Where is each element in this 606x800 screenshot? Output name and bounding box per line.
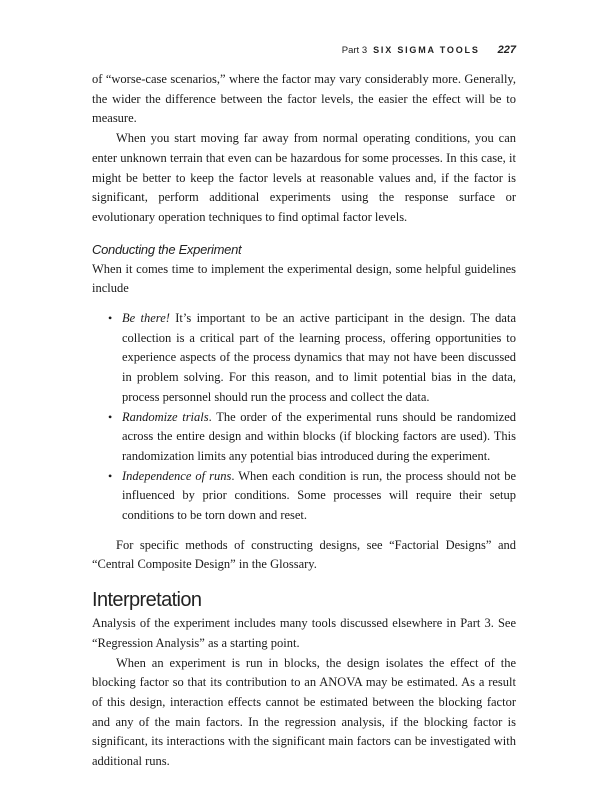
paragraph: When an experiment is run in blocks, the design isolates the effect of the blocking factor so that its contribution to an ANOVA may be estimated. As a result of this design, interaction effects cannot be estimated between the blocking factor and any of the main factors. In the regression analysis, if the blocking factor is significant, its interactions with the significant main factors can be investigated with additional runs.: [92, 655, 516, 769]
header-section-title: SIX SIGMA TOOLS: [373, 45, 480, 55]
bullet-text: It’s important to be an active participant in the design. The data collection is a critical part of the learning process, offering opportunities to experience aspects of the process dynamics that may not have been discussed in problem solving. For this reason, and to limit potential bias in the data, process personnel should run the process and collect the data.: [122, 311, 516, 404]
paragraph: Analysis of the experiment includes many tools discussed elsewhere in Part 3. See “Regression Analysis” as a starting point.: [92, 616, 516, 650]
bullet-lead: Be there!: [122, 311, 170, 326]
bullet-text: . When each condition is run, the process should not be influenced by prior conditions. Some processes will require their setup conditions to be torn down and reset.: [122, 468, 516, 523]
subheading: Conducting the Experiment: [92, 241, 242, 257]
page-number: 227: [497, 44, 516, 56]
list-item: [108, 467, 516, 526]
section-heading: Interpretation: [92, 589, 202, 612]
list-item: [108, 309, 516, 408]
running-header: [92, 43, 516, 57]
header-part: Part 3: [341, 44, 368, 56]
paragraph: of “worse-case scenarios,” where the factor may vary considerably more. Generally, the wider the difference between the factor levels, the easier the effect will be to measure.: [92, 72, 516, 126]
bullet-text: . The order of the experimental runs should be randomized across the entire design and within blocks (if blocking factors are used). This randomization limits any potential bias introduced during the experiment.: [122, 409, 516, 463]
bullet-lead: Independence of runs: [122, 468, 232, 483]
paragraph: When it comes time to implement the experimental design, some helpful guidelines include: [92, 261, 516, 296]
paragraph: When you start moving far away from normal operating conditions, you can enter unknown terrain that even can be hazardous for some processes. In this case, it might be better to keep the factor levels at reasonable values and, if the factor is significant, perform additional experiments using the response surface or evolutionary operation techniques to find optimal factor levels.: [92, 131, 516, 224]
list-item: [108, 408, 516, 467]
body-text: [92, 70, 516, 772]
bullet-lead: Randomize trials: [122, 409, 209, 424]
paragraph: For specific methods of constructing designs, see “Factorial Designs” and “Central Composite Design” in the Glossary.: [92, 537, 516, 572]
guidelines-list: [92, 309, 516, 526]
